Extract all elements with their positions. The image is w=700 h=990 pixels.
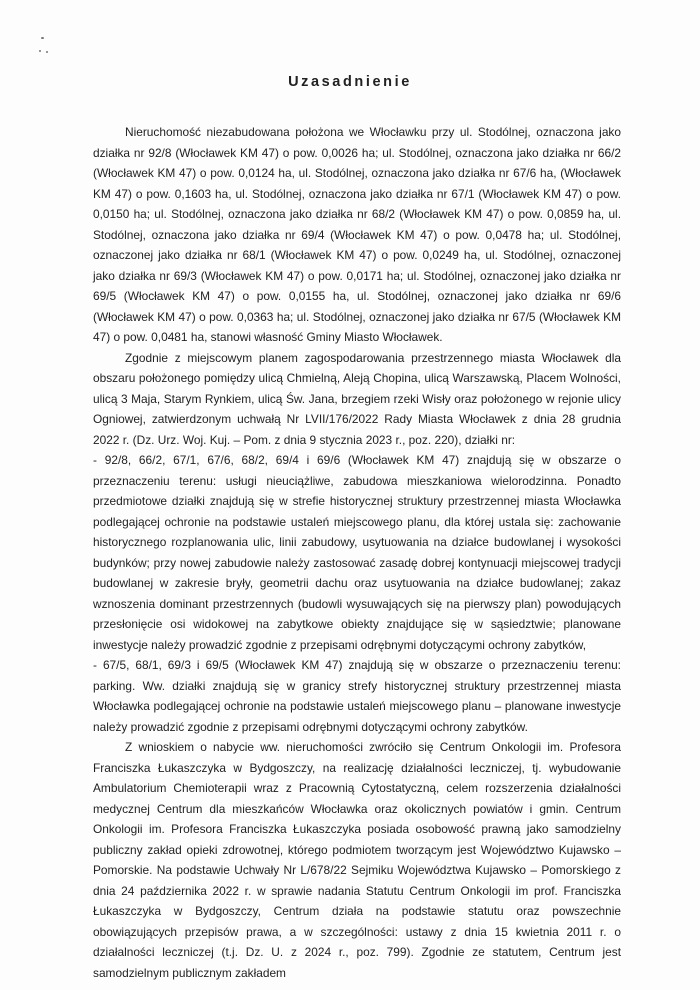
document-title: Uzasadnienie	[288, 74, 412, 90]
paragraph-plots-parking: - 67/5, 68/1, 69/3 i 69/5 (Włocławek KM 47) znajdują się w obszarze o przeznaczeniu terenu: parking. Ww. działki znajdują się w granicy strefy historycznej struktury przestrzennej miasta Włocławka podlegającej ochronie na podstawie ustaleń miejscowego planu – planowane inwestycje należy prowadzić zgodnie z przepisami odrębnymi dotyczącymi ochrony zabytków.	[93, 658, 621, 734]
paragraph-plots-services: - 92/8, 66/2, 67/1, 67/6, 68/2, 69/4 i 69/6 (Włocławek KM 47) znajdują się w obszarze o przeznaczeniu terenu: usługi nieuciążliwe, zabudowa mieszkaniowa wielorodzinna. Ponadto przedmiotowe działki znajdują się w strefie historycznej struktury przestrzennej miasta Włocławka podlegającej ochronie na podstawie ustaleń miejscowego planu, dla której ustala się: zachowanie historycznego rozplanowania ulic, linii zabudowy, usytuowania na działce budowlanej i wysokości budynków; przy nowej zabudowie należy zastosować zasadę dobrej kontynuacji miejscowej tradycji budowlanej w zakresie bryły, geometrii dachu oraz usytuowania na działce budowlanej; zakaz wznoszenia dominant przestrzennych (budowli wysuwających się na pierwszy plan) powodujących przesłonięcie osi widokowej na zabytkowe obiekty znajdujące się w sąsiedztwie; planowane inwestycje należy prowadzić zgodnie z przepisami odrębnymi dotyczącymi ochrony zabytków,	[93, 453, 621, 652]
document-body	[93, 122, 621, 983]
paragraph-property-description: Nieruchomość niezabudowana położona we Włocławku przy ul. Stodólnej, oznaczona jako działka nr 92/8 (Włocławek KM 47) o pow. 0,0026 ha; ul. Stodólnej, oznaczona jako działka nr 66/2 (Włocławek KM 47) o pow. 0,0124 ha, ul. Stodólnej, oznaczona jako działka nr 67/6 ha, (Włocławek KM 47) o pow. 0,1603 ha, ul. Stodólnej, oznaczona jako działka nr 67/1 (Włocławek KM 47) o pow. 0,0150 ha; ul. Stodólnej, oznaczona jako działka nr 68/2 (Włocławek KM 47) o pow. 0,0859 ha, ul. Stodólnej, oznaczona jako działka nr 69/4 (Włocławek KM 47) o pow. 0,0478 ha; ul. Stodólnej, oznaczonej jako działka nr 68/1 (Włocławek KM 47) o pow. 0,0249 ha, ul. Stodólnej, oznaczonej jako działka nr 69/3 (Włocławek KM 47) o pow. 0,0171 ha; ul. Stodólnej, oznaczonej jako działka nr 69/5 (Włocławek KM 47) o pow. 0,0155 ha, ul. Stodólnej, oznaczonej jako działka nr 69/6 (Włocławek KM 47) o pow. 0,0363 ha; ul. Stodólnej, oznaczonej jako działka nr 67/5 (Włocławek KM 47) o pow. 0,0481 ha, stanowi własność Gminy Miasto Włocławek.	[93, 125, 621, 344]
paragraph-oncology-center: Z wnioskiem o nabycie ww. nieruchomości zwróciło się Centrum Onkologii im. Profesora Franciszka Łukaszczyka w Bydgoszczy, na realizację działalności leczniczej, tj. wybudowanie Ambulatorium Chemioterapii wraz z Pracownią Cytostatyczną, celem rozszerzenia działalności medycznej Centrum dla mieszkańców Włocławka oraz okolicznych powiatów i gmin. Centrum Onkologii im. Profesora Franciszka Łukaszczyka posiada osobowość prawną jako samodzielny publiczny zakład opieki zdrowotnej, którego podmiotem tworzącym jest Województwo Kujawsko – Pomorskie. Na podstawie Uchwały Nr L/678/22 Sejmiku Województwa Kujawsko – Pomorskiego z dnia 24 października 2022 r. w sprawie nadania Statutu Centrum Onkologii im prof. Franciszka Łukaszczyka w Bydgoszczy, Centrum działa na podstawie statutu oraz powszechnie obowiązujących przepisów prawa, a w szczególności: ustawy z dnia 15 kwietnia 2011 r. o działalności leczniczej (t.j. Dz. U. z 2024 r., poz. 799). Zgodnie ze statutem, Centrum jest samodzielnym publicznym zakładem	[93, 740, 621, 980]
scan-speck	[39, 50, 41, 52]
scan-speck	[41, 37, 44, 39]
paragraph-zoning-plan: Zgodnie z miejscowym planem zagospodarowania przestrzennego miasta Włocławek dla obszaru położonego pomiędzy ulicą Chmielną, Aleją Chopina, ulicą Warszawską, Placem Wolności, ulicą 3 Maja, Starym Rynkiem, ulicą Św. Jana, brzegiem rzeki Wisły oraz położonego w rejonie ulicy Ogniowej, zatwierdzonym uchwałą Nr LVII/176/2022 Rady Miasta Włocławek z dnia 28 grudnia 2022 r. (Dz. Urz. Woj. Kuj. – Pom. z dnia 9 stycznia 2023 r., poz. 220), działki nr:	[93, 350, 621, 447]
scan-speck	[46, 51, 48, 53]
